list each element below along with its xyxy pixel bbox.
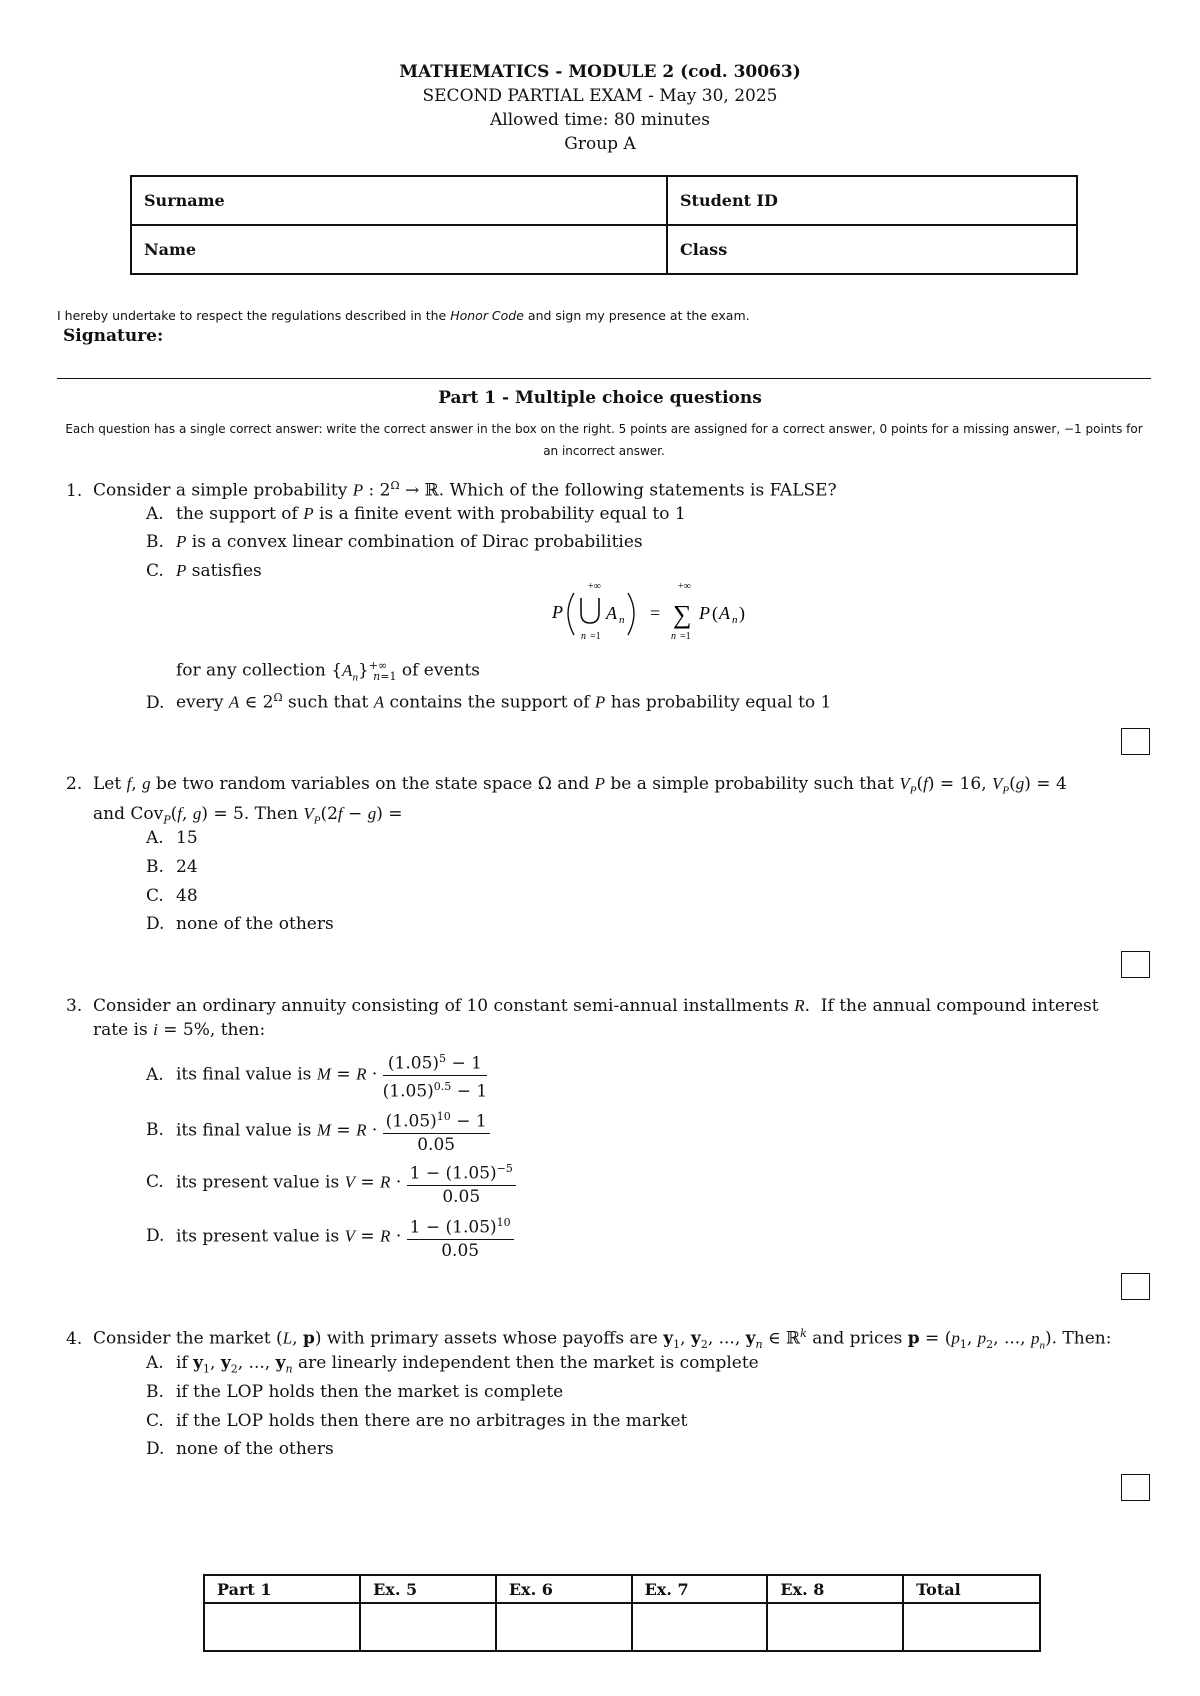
exam-allowed-time: Allowed time: 80 minutes: [490, 110, 710, 130]
question-2-answer-box[interactable]: [1121, 951, 1150, 978]
svg-text:A: A: [719, 603, 730, 623]
question-4-stem: 4. Consider the market (L, p) with primary assets whose payoffs are $y_1$, $y_2$, ..., $y_n$ ∈ ℝ$^k$ and prices $p = (p_1$, $p_2$, ..., $p_n$). Then:: [66, 1327, 1112, 1352]
score-header-ex-5: Ex. 5: [360, 1575, 496, 1603]
question-1-option-d: D. every A ∈ $2^\Omega$ such that A contains the support of P has probability equal to 1: [146, 691, 832, 713]
question-3-option-d: D. its present value is V = R · $\frac{1 - (1.05)^{10}}{0.05}$: [146, 1212, 514, 1262]
question-3-option-c: C. its present value is V = R · $\frac{1 - (1.05)^{-5}}{0.05}$: [146, 1158, 516, 1208]
question-3-option-b: B. its final value is M = R · $\frac{(1.05)^{10} - 1}{0.05}$: [146, 1106, 490, 1156]
score-cell-ex-6[interactable]: [496, 1603, 632, 1651]
svg-text:∑: ∑: [673, 600, 692, 629]
score-cell-total[interactable]: [903, 1603, 1040, 1651]
honor-code-statement: I hereby undertake to respect the regulations described in the Honor Code and sign my presence at the exam.: [57, 308, 750, 323]
svg-text:n: n: [581, 631, 586, 642]
question-3-stem: 3. Consider an ordinary annuity consisting of 10 constant semi-annual installments R. If the annual compound interest rate is i = 5%, then:: [66, 996, 1099, 1040]
sigma-additivity-formula: [548, 577, 788, 647]
name-field[interactable]: Name: [131, 225, 667, 274]
score-table: [203, 1574, 1041, 1652]
signature-label[interactable]: Signature:: [63, 326, 164, 346]
student-info-table: [130, 175, 1078, 275]
score-cell-ex-5[interactable]: [360, 1603, 496, 1651]
svg-text:=1: =1: [680, 631, 691, 642]
question-2-option-b: B. 24: [146, 857, 198, 877]
score-header-ex-6: Ex. 6: [496, 1575, 632, 1603]
svg-text:P: P: [699, 603, 710, 623]
score-cell-ex-7[interactable]: [632, 1603, 768, 1651]
svg-text:P: P: [552, 602, 563, 622]
question-2-stem: 2. Let f, g be two random variables on the state space Ω and P be a simple probability such that $V_P(f) = 16$, $V_P(g) = 4$ and Cov$_P$(f, g) = 5. Then $V_P(2f - g)$ =: [66, 774, 1067, 827]
question-2-option-a: A. 15: [146, 828, 198, 848]
question-1-option-c: C. P satisfies: [146, 561, 262, 581]
svg-text:=: =: [650, 603, 661, 623]
question-4-option-d: D. none of the others: [146, 1439, 334, 1459]
question-1-option-a: A. the support of P is a finite event with probability equal to 1: [146, 504, 686, 524]
exam-group: Group A: [564, 134, 636, 154]
svg-text:): ): [739, 603, 745, 623]
score-header-part-1: Part 1: [204, 1575, 360, 1603]
score-cell-ex-8[interactable]: [767, 1603, 903, 1651]
svg-text:=1: =1: [590, 631, 601, 642]
svg-text:n: n: [671, 631, 676, 642]
question-4-answer-box[interactable]: [1121, 1474, 1150, 1501]
question-4-option-b: B. if the LOP holds then the market is complete: [146, 1382, 564, 1402]
question-3-answer-box[interactable]: [1121, 1273, 1150, 1300]
question-2-option-d: D. none of the others: [146, 914, 334, 934]
question-3-option-a: A. its final value is M = R · $\frac{(1.05)^5 - 1}{(1.05)^{0.5} - 1}$: [146, 1048, 487, 1102]
question-1-stem: 1. Consider a simple probability P : $2^\Omega$ → ℝ. Which of the following statements is FALSE?: [66, 479, 837, 501]
question-1-answer-box[interactable]: [1121, 728, 1150, 755]
svg-text:n: n: [732, 614, 738, 626]
part-1-title: Part 1 - Multiple choice questions: [438, 388, 762, 408]
question-2-option-c: C. 48: [146, 886, 198, 906]
question-1-option-b: B. P is a convex linear combination of Dirac probabilities: [146, 532, 643, 552]
student-id-field[interactable]: Student ID: [667, 176, 1077, 225]
exam-course-title: MATHEMATICS - MODULE 2 (cod. 30063): [399, 62, 801, 82]
score-header-ex-8: Ex. 8: [767, 1575, 903, 1603]
part-1-instructions: Each question has a single correct answer: write the correct answer in the box on the right. 5 points are assigned for a correct answer, 0 points for a missing answer, −1 points for an incorrect answer.: [65, 422, 1143, 458]
question-4-option-c: C. if the LOP holds then there are no arbitrages in the market: [146, 1411, 688, 1431]
score-cell-part-1[interactable]: [204, 1603, 360, 1651]
exam-name: SECOND PARTIAL EXAM - May 30, 2025: [422, 86, 778, 106]
class-field[interactable]: Class: [667, 225, 1077, 274]
score-header-ex-7: Ex. 7: [632, 1575, 768, 1603]
svg-text:n: n: [619, 614, 625, 626]
score-header-total: Total: [903, 1575, 1040, 1603]
svg-text:+∞: +∞: [588, 581, 601, 592]
surname-field[interactable]: Surname: [131, 176, 667, 225]
question-4-option-a: A. if $y_1$, $y_2$, ..., $y_n$ are linearly independent then the market is complete: [146, 1353, 759, 1376]
section-divider: [57, 378, 1151, 379]
honor-code-link: Honor Code: [450, 308, 524, 323]
svg-text:A: A: [606, 603, 617, 623]
question-1-option-c-continuation: for any collection $\{A_n\}^{+\infty}_{n=1}$ of events: [176, 659, 481, 684]
svg-text:+∞: +∞: [678, 581, 691, 592]
svg-text:(: (: [712, 603, 718, 623]
